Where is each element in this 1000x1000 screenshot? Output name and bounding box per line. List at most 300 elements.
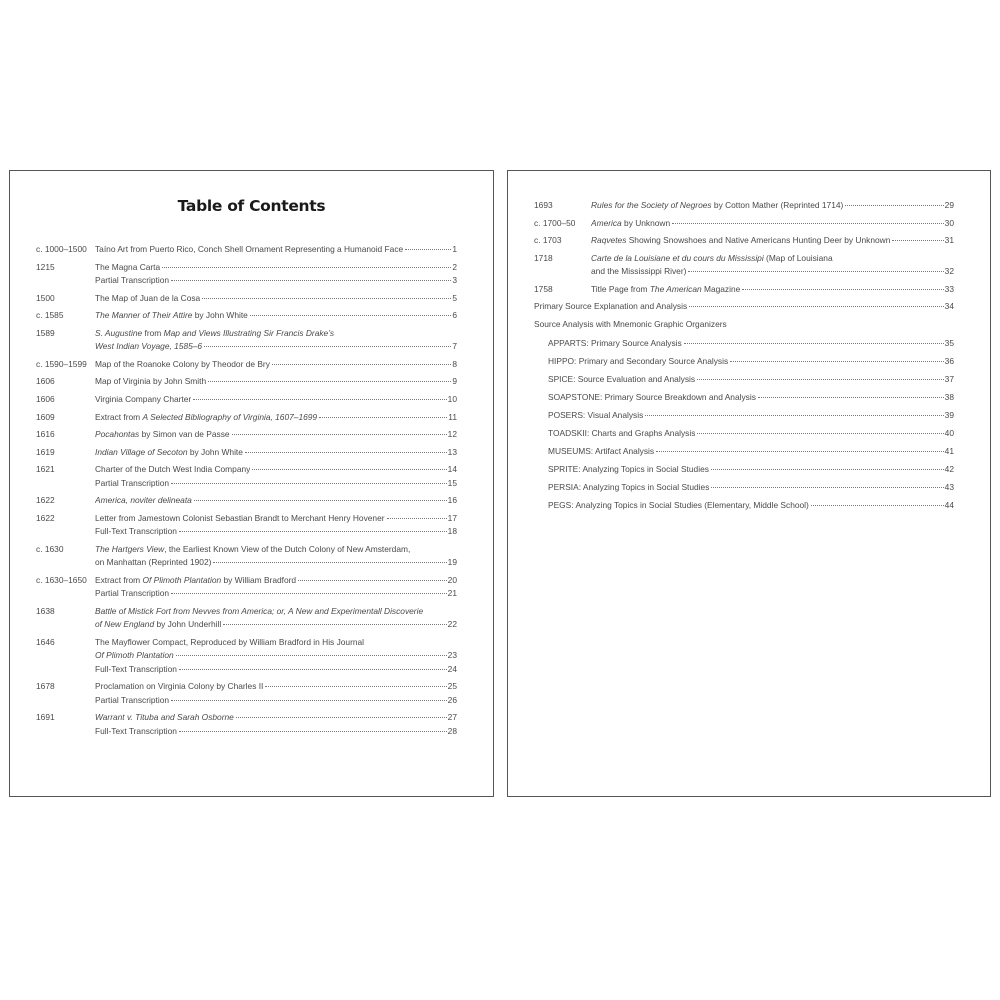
- toc-line: [95, 605, 457, 618]
- section-entry[interactable]: [534, 318, 954, 331]
- entry-title-text: MUSEUMS: Artifact Analysis: [548, 446, 655, 457]
- entry-lines: [95, 543, 457, 570]
- toc-line: [95, 292, 457, 305]
- toc-line: [95, 446, 457, 459]
- dot-leader: [236, 717, 447, 718]
- dot-leader: [171, 593, 447, 594]
- dot-leader: [250, 315, 451, 316]
- entry-title: [95, 428, 230, 441]
- entry-title: [95, 393, 191, 406]
- organizer-entry[interactable]: [534, 355, 954, 368]
- page-number: 25: [447, 681, 457, 692]
- toc-line: [95, 494, 457, 507]
- dot-leader: [684, 343, 944, 344]
- dot-leader: [265, 686, 446, 687]
- dot-leader: [645, 415, 943, 416]
- toc-line: [548, 337, 954, 350]
- toc-line: [95, 340, 457, 353]
- toc-entry[interactable]: [36, 512, 457, 539]
- entry-title: [95, 512, 385, 525]
- dot-leader: [730, 361, 944, 362]
- entry-title: [548, 373, 695, 386]
- dot-leader: [213, 562, 446, 563]
- entry-date: 1619: [36, 446, 55, 457]
- entry-title: [95, 556, 211, 569]
- page-number: 29: [944, 200, 954, 210]
- toc-line: [548, 391, 954, 404]
- entry-lines: [95, 680, 457, 707]
- toc-line: [95, 327, 457, 340]
- entry-title-text: POSERS: Visual Analysis: [548, 409, 644, 420]
- dot-leader: [711, 487, 943, 488]
- entry-date: 1646: [36, 636, 55, 647]
- entry-title: [591, 252, 833, 265]
- entry-title-text: Partial Transcription: [95, 275, 170, 285]
- entry-date: c. 1000–1500: [36, 244, 87, 254]
- dot-leader: [176, 655, 447, 656]
- entry-title: [95, 694, 169, 707]
- entry-title-text: Taíno Art from Puerto Rico, Conch Shell Ornament Representing a Humanoid Face: [95, 244, 404, 254]
- entry-title-text: Map of the Roanoke Colony by Theodor de Bry: [95, 358, 270, 369]
- entry-title: [95, 525, 177, 538]
- entry-title-text: Full-Text Transcription: [95, 725, 177, 736]
- toc-entry[interactable]: [534, 199, 954, 212]
- dot-leader: [272, 364, 451, 365]
- entry-title-text: Full-Text Transcription: [95, 526, 177, 537]
- entry-date: c. 1585: [36, 310, 64, 321]
- toc-line: [534, 318, 954, 331]
- entry-title-italic: America, noviter delineata: [95, 495, 192, 506]
- page-number: 24: [447, 663, 457, 674]
- entry-title: [95, 340, 202, 353]
- entry-lines: [534, 300, 954, 313]
- toc-entry[interactable]: [36, 605, 457, 632]
- entry-lines: [95, 574, 457, 601]
- toc-line: [591, 234, 954, 247]
- entry-title-text: Title Page from: [591, 283, 650, 294]
- entry-date: 1606: [36, 393, 55, 404]
- entry-title: [548, 427, 695, 440]
- organizer-entry[interactable]: [534, 391, 954, 404]
- entry-date: c. 1630: [36, 543, 64, 554]
- organizer-entry[interactable]: [534, 337, 954, 350]
- entry-lines: [548, 499, 954, 512]
- entry-title: [95, 574, 296, 587]
- entry-title-text: The Mayflower Compact, Reproduced by William Bradford in His Journal: [95, 636, 365, 647]
- toc-entry[interactable]: [36, 261, 457, 288]
- page-number: 44: [944, 500, 954, 511]
- entry-lines: [95, 261, 457, 288]
- entry-lines: [95, 428, 457, 441]
- page-number: 31: [944, 235, 954, 246]
- dot-leader: [758, 397, 944, 398]
- dot-leader: [171, 700, 447, 701]
- dot-leader: [298, 580, 447, 581]
- toc-entry[interactable]: [36, 494, 457, 507]
- dot-leader: [811, 505, 944, 506]
- entry-title-text: (Map of Louisiana: [763, 252, 833, 263]
- toc-entry[interactable]: [36, 446, 457, 459]
- entry-title-text: by John Underhill: [154, 619, 222, 630]
- entry-title-text: by William Bradford: [221, 574, 297, 585]
- toc-line: [95, 358, 457, 371]
- entry-title-italic: Pocahontas: [95, 429, 140, 440]
- page-number: 2: [452, 261, 457, 272]
- dot-leader: [202, 298, 451, 299]
- page-number: 28: [447, 725, 457, 736]
- page-number: 34: [944, 301, 954, 312]
- entry-title: [95, 375, 206, 388]
- entry-lines: [548, 337, 954, 350]
- page-number: 5: [452, 292, 457, 303]
- entry-title: [95, 411, 317, 424]
- toc-entry[interactable]: [534, 234, 954, 247]
- entry-title-italic: Rules for the Society of Negroes: [591, 200, 712, 210]
- entry-lines: [548, 481, 954, 494]
- entry-title-text: by Unknown: [621, 217, 671, 228]
- toc-line: [548, 499, 954, 512]
- entry-title: [95, 649, 174, 662]
- entry-title: [95, 494, 192, 507]
- page-number: 41: [944, 446, 954, 457]
- toc-line: [548, 481, 954, 494]
- toc-line: [95, 274, 457, 287]
- toc-line: [95, 680, 457, 693]
- entry-lines: [548, 355, 954, 368]
- toc-line: [95, 587, 457, 600]
- entry-lines: [534, 318, 954, 331]
- toc-line: [548, 355, 954, 368]
- entry-title: [95, 605, 423, 618]
- page-number: 35: [944, 337, 954, 348]
- toc-entry[interactable]: [36, 711, 457, 738]
- entry-title: [548, 355, 728, 368]
- toc-line: [95, 574, 457, 587]
- toc-entry[interactable]: [36, 243, 457, 256]
- dot-leader: [697, 379, 944, 380]
- entry-lines: [95, 358, 457, 371]
- entry-title-text: PEGS: Analyzing Topics in Social Studies (Elementary, Middle School): [548, 500, 809, 511]
- entry-title-text: on Manhattan (Reprinted 1902): [95, 557, 212, 568]
- dot-leader: [845, 205, 943, 206]
- organizer-entry[interactable]: [534, 373, 954, 386]
- toc-line: [95, 428, 457, 441]
- toc-entry[interactable]: [36, 393, 457, 406]
- dot-leader: [319, 417, 447, 418]
- dot-leader: [697, 433, 943, 434]
- page-number: 19: [447, 557, 457, 568]
- organizer-entry[interactable]: [534, 499, 954, 512]
- toc-line: [591, 217, 954, 230]
- entry-lines: [95, 446, 457, 459]
- page-number: 32: [944, 266, 954, 277]
- dot-leader: [656, 451, 944, 452]
- dot-leader: [194, 500, 447, 501]
- entry-title: [95, 725, 177, 738]
- dot-leader: [387, 518, 447, 519]
- page-number: 15: [447, 477, 457, 488]
- entry-title-text: by John White: [187, 446, 243, 457]
- toc-entry[interactable]: [36, 358, 457, 371]
- toc-entry[interactable]: [36, 636, 457, 676]
- entry-title-italic: Of Plimoth Plantation: [95, 650, 174, 661]
- page-number: 40: [944, 428, 954, 439]
- page-number: 16: [447, 495, 457, 506]
- entry-lines: [591, 199, 954, 212]
- entry-title-italic: Warrant v. Tituba and Sarah Osborne: [95, 712, 234, 723]
- page-number: 6: [452, 310, 457, 321]
- page-number: 11: [448, 411, 457, 422]
- entry-title-text: Source Analysis with Mnemonic Graphic Organizers: [534, 319, 727, 330]
- entry-date: 1638: [36, 605, 55, 616]
- entry-date: 1718: [534, 252, 553, 263]
- page-number: 20: [447, 574, 457, 585]
- entry-lines: [95, 375, 457, 388]
- toc-line: [95, 725, 457, 738]
- entry-date: 1606: [36, 376, 55, 387]
- entry-title-text: Extract from: [95, 574, 143, 585]
- toc-line: [95, 411, 457, 424]
- entry-date: 1215: [36, 261, 55, 272]
- dot-leader: [179, 531, 447, 532]
- entry-title: [548, 391, 756, 404]
- entry-title-text: Primary Source Explanation and Analysis: [534, 301, 688, 312]
- dot-leader: [179, 669, 447, 670]
- entry-title-italic: S. Augustine: [95, 327, 143, 338]
- entry-date: c. 1700–50: [534, 217, 576, 228]
- entry-title: [591, 217, 670, 230]
- toc-entry[interactable]: [36, 543, 457, 570]
- entry-title-text: by John White: [192, 310, 248, 321]
- left-page: [9, 170, 494, 797]
- page-number: 18: [447, 526, 457, 537]
- toc-entry[interactable]: [534, 217, 954, 230]
- toc-entry[interactable]: [36, 463, 457, 490]
- entry-lines: [95, 636, 457, 676]
- toc-entry[interactable]: [36, 574, 457, 601]
- entry-title: [534, 300, 687, 313]
- toc-line: [534, 300, 954, 313]
- toc-entry[interactable]: [36, 680, 457, 707]
- entry-date: 1693: [534, 200, 553, 210]
- entry-title-text: Letter from Jamestown Colonist Sebastian Brandt to Merchant Henry Hovener: [95, 512, 385, 523]
- organizer-entry[interactable]: [534, 463, 954, 476]
- page-number: 13: [447, 446, 457, 457]
- entry-lines: [591, 252, 954, 279]
- organizer-entry[interactable]: [534, 427, 954, 440]
- toc-line: [591, 199, 954, 212]
- dot-leader: [689, 306, 944, 307]
- entry-lines: [95, 243, 457, 256]
- entry-date: 1609: [36, 411, 55, 422]
- entry-date: c. 1703: [534, 235, 562, 246]
- entry-lines: [548, 409, 954, 422]
- dot-leader: [204, 346, 451, 347]
- toc-line: [95, 525, 457, 538]
- entry-title: [548, 499, 809, 512]
- page-number: 12: [447, 429, 457, 440]
- section-entry[interactable]: [534, 300, 954, 313]
- toc-line: [95, 261, 457, 274]
- page-number: 10: [447, 393, 457, 404]
- toc-line: [95, 512, 457, 525]
- entry-title-text: Partial Transcription: [95, 694, 170, 705]
- toc-line: [95, 463, 457, 476]
- entry-title: [95, 309, 248, 322]
- entry-title: [95, 663, 177, 676]
- page-number: 17: [447, 512, 457, 523]
- entry-title-italic: Carte de la Louisiane et du cours du Mississipi: [591, 252, 764, 263]
- entry-date: 1500: [36, 292, 55, 303]
- entry-title-italic: The Manner of Their Attire: [95, 310, 193, 321]
- entry-lines: [95, 463, 457, 490]
- dot-leader: [405, 249, 451, 250]
- entry-title: [95, 636, 364, 649]
- toc-line: [95, 649, 457, 662]
- entry-title: [95, 274, 169, 287]
- toc-line: [95, 663, 457, 676]
- dot-leader: [232, 434, 447, 435]
- entry-title: [95, 680, 263, 693]
- page-number: 21: [447, 588, 457, 599]
- dot-leader: [223, 624, 446, 625]
- organizer-entry[interactable]: [534, 409, 954, 422]
- dot-leader: [711, 469, 944, 470]
- entry-title-text: Magazine: [701, 283, 741, 294]
- organizer-entry[interactable]: [534, 445, 954, 458]
- toc-line: [548, 445, 954, 458]
- entry-title-text: Partial Transcription: [95, 477, 170, 488]
- entry-lines: [548, 391, 954, 404]
- toc-entries-left: [36, 243, 457, 742]
- toc-line: [95, 309, 457, 322]
- toc-entry[interactable]: [534, 283, 954, 296]
- toc-line: [95, 243, 457, 256]
- entry-date: 1616: [36, 429, 55, 440]
- entry-title-text: HIPPO: Primary and Secondary Source Analysis: [548, 355, 729, 366]
- entry-title: [95, 543, 410, 556]
- page-number: 22: [447, 619, 457, 630]
- entry-title-text: Charter of the Dutch West India Company: [95, 464, 251, 475]
- entry-title: [591, 234, 890, 247]
- entry-title-text: Full-Text Transcription: [95, 663, 177, 674]
- entry-title: [95, 618, 221, 631]
- entry-title: [95, 587, 169, 600]
- toc-line: [95, 543, 457, 556]
- entry-title-text: Proclamation on Virginia Colony by Charles II: [95, 681, 264, 692]
- entry-lines: [95, 605, 457, 632]
- dot-leader: [208, 381, 451, 382]
- entry-title: [591, 265, 686, 278]
- dot-leader: [171, 483, 447, 484]
- toc-line: [591, 252, 954, 265]
- entry-title-italic: of New England: [95, 619, 155, 630]
- entry-title-italic: Of Plimoth Plantation: [142, 574, 222, 585]
- toc-entry[interactable]: [36, 375, 457, 388]
- toc-line: [95, 618, 457, 631]
- dot-leader: [688, 271, 943, 272]
- entry-lines: [95, 494, 457, 507]
- toc-entry[interactable]: [36, 411, 457, 424]
- toc-entry[interactable]: [36, 309, 457, 322]
- dot-leader: [245, 452, 447, 453]
- toc-line: [591, 265, 954, 278]
- page-number: 39: [944, 409, 954, 420]
- entry-title: [591, 199, 843, 212]
- entry-title-text: Partial Transcription: [95, 588, 170, 599]
- toc-line: [95, 636, 457, 649]
- dot-leader: [193, 399, 446, 400]
- entry-title-text: SPRITE: Analyzing Topics in Social Studies: [548, 464, 709, 475]
- entry-title-text: Extract from: [95, 411, 143, 422]
- page-number: 42: [944, 464, 954, 475]
- entry-title-text: APPARTS: Primary Source Analysis: [548, 337, 682, 348]
- entry-title: [548, 481, 709, 494]
- entry-title: [95, 243, 403, 256]
- page-number: 14: [447, 464, 457, 475]
- page-title: Table of Contents: [177, 197, 326, 215]
- entry-date: 1622: [36, 495, 55, 506]
- entry-title-italic: Map and Views Illustrating Sir Francis Drake’s: [163, 327, 335, 338]
- toc-line: [548, 409, 954, 422]
- toc-entry[interactable]: [36, 327, 457, 354]
- entry-title-text: SPICE: Source Evaluation and Analysis: [548, 373, 696, 384]
- entry-title: [534, 318, 727, 331]
- entry-title: [548, 409, 643, 422]
- entry-title-text: PERSIA: Analyzing Topics in Social Studies: [548, 482, 710, 493]
- page-number: 27: [447, 712, 457, 723]
- entry-date: 1589: [36, 327, 55, 338]
- page-number: 1: [452, 244, 457, 254]
- entry-title: [95, 261, 160, 274]
- toc-line: [95, 556, 457, 569]
- entry-title: [95, 327, 334, 340]
- page-number: 30: [944, 217, 954, 228]
- entry-title-italic: West Indian Voyage, 1585–6: [95, 341, 203, 352]
- entry-lines: [95, 711, 457, 738]
- entry-lines: [548, 427, 954, 440]
- page-number: 36: [944, 355, 954, 366]
- entry-title-italic: The American: [649, 283, 702, 294]
- dot-leader: [672, 223, 944, 224]
- organizer-entry[interactable]: [534, 481, 954, 494]
- dot-leader: [171, 280, 451, 281]
- entry-title-text: Map of Virginia by John Smith: [95, 376, 207, 387]
- entry-title-text: The Map of Juan de la Cosa: [95, 292, 201, 303]
- toc-entry[interactable]: [36, 292, 457, 305]
- toc-line: [95, 477, 457, 490]
- entry-title-text: The Magna Carta: [95, 261, 161, 272]
- entry-title-italic: Battle of Mistick Fort from Nevves from America; or, A New and Experimentall Discoverie: [95, 605, 424, 616]
- entry-lines: [591, 217, 954, 230]
- page-number: 33: [944, 283, 954, 294]
- entry-lines: [591, 234, 954, 247]
- entry-lines: [95, 292, 457, 305]
- entry-title-italic: America: [591, 217, 622, 228]
- entry-date: 1691: [36, 712, 55, 723]
- toc-line: [95, 393, 457, 406]
- page-number: 38: [944, 391, 954, 402]
- page-number: 8: [452, 358, 457, 369]
- entry-lines: [95, 393, 457, 406]
- entry-title: [95, 477, 169, 490]
- toc-line: [95, 711, 457, 724]
- dot-leader: [742, 289, 943, 290]
- page-number: 23: [447, 650, 457, 661]
- toc-entry[interactable]: [534, 252, 954, 279]
- entry-title: [591, 283, 740, 296]
- toc-entry[interactable]: [36, 428, 457, 441]
